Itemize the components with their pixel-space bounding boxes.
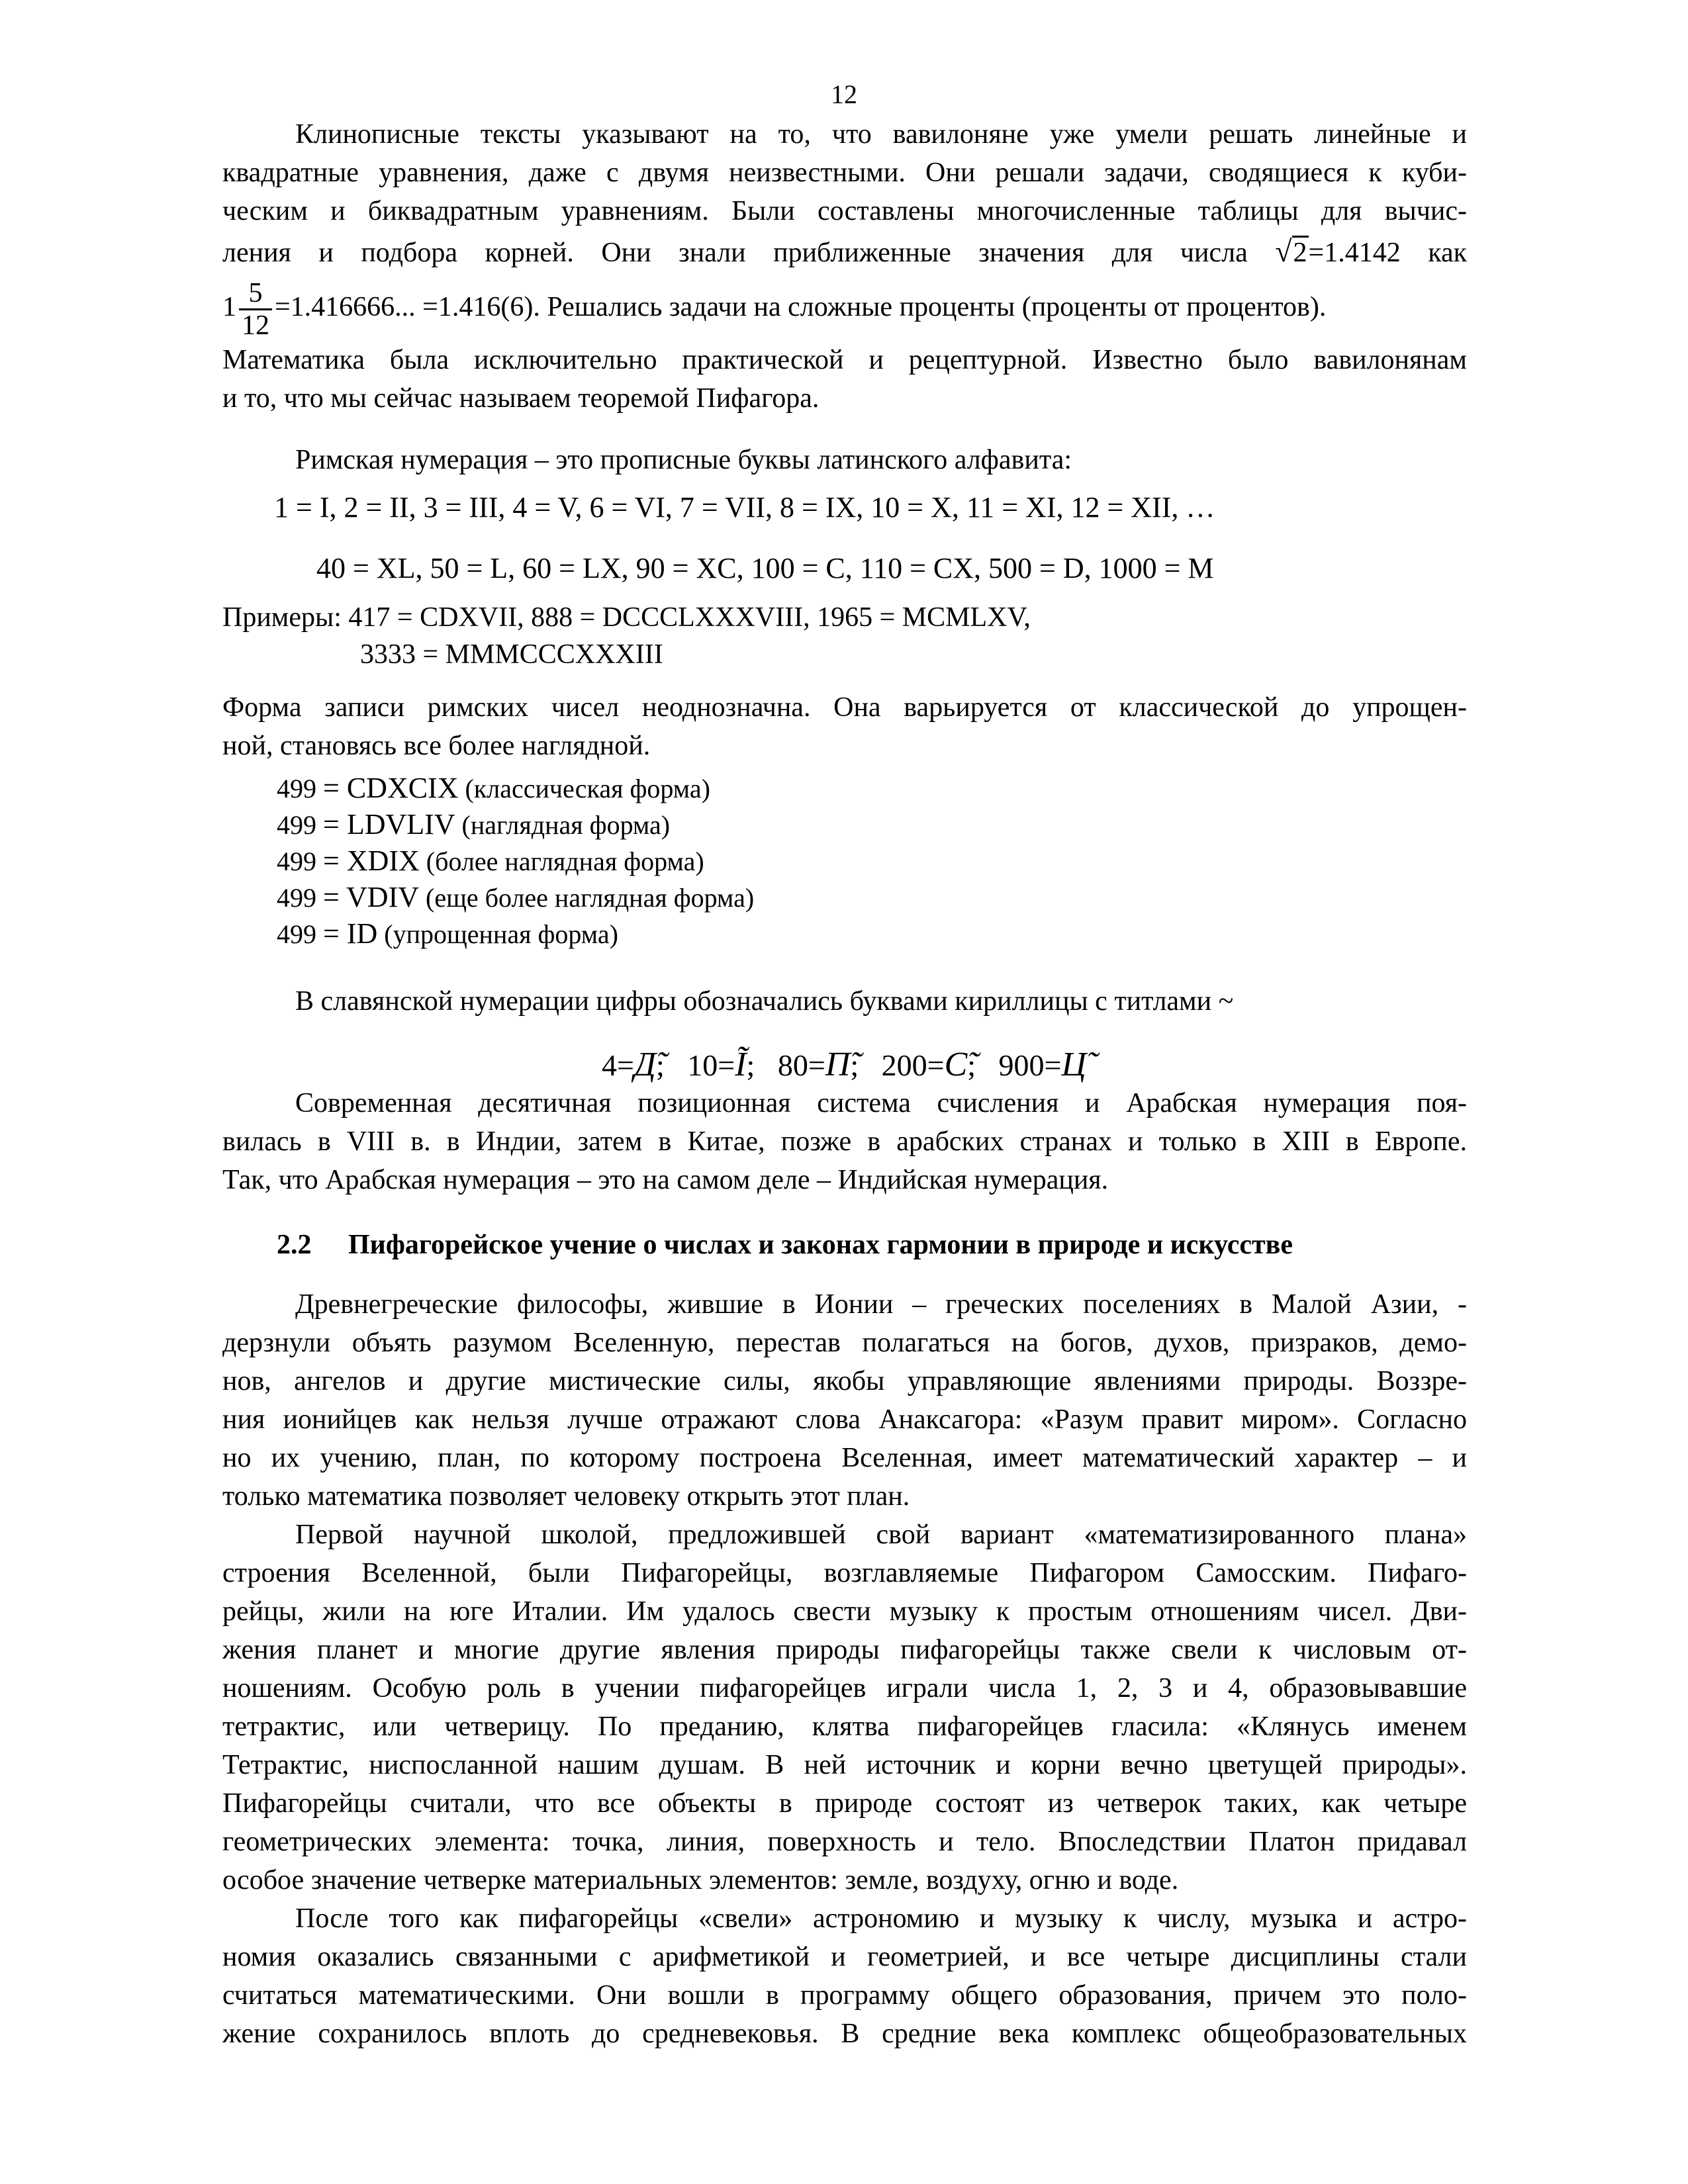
text-line: После того как пифагорейцы «свели» астрономию и музыку к числу, музыка и астро- <box>295 1903 1467 1934</box>
paragraph-roman-forms <box>222 688 1467 765</box>
text-line: Математика была исключительно практической и рецептурной. Известно было вавилонянам <box>222 345 1467 375</box>
sqrt-formula <box>1275 234 1401 268</box>
section-number: 2.2 <box>277 1230 312 1260</box>
form-description: (еще более наглядная форма) <box>419 883 755 913</box>
paragraph-pythagoreans <box>222 1516 1467 1899</box>
fraction-numerator: 5 <box>239 278 272 310</box>
text-line: Клинописные тексты указывают на то, что вавилоняне уже умели решать линейные и <box>295 119 1467 150</box>
text-line-sqrt <box>222 230 1467 274</box>
slavic-glyph: Ĩ <box>735 1046 747 1083</box>
roman-examples-1: Примеры: 417 = CDXVII, 888 = DCCCLXXXVIII, 1965 = MCMLXV, <box>222 602 1031 633</box>
paragraph-quadrivium <box>222 1899 1467 2053</box>
section-heading <box>277 1226 1293 1264</box>
roman-examples-2: 3333 = MMMCCCXXXIII <box>360 639 663 670</box>
text-line: только математика позволяет человеку открыть этот план. <box>222 1481 910 1512</box>
text-fragment: . Решались задачи на сложные проценты (проценты от процентов). <box>533 292 1327 323</box>
list-item <box>277 807 754 843</box>
text-line: ной, становясь все более наглядной. <box>222 731 651 761</box>
slavic-number: 80 <box>777 1048 808 1082</box>
text-line: жение сохранилось вплоть до средневековья. В средние века комплекс общеобразовательных <box>222 2019 1467 2049</box>
paragraph-arabic <box>222 1084 1467 1199</box>
text-line: квадратные уравнения, даже с двумя неизвестными. Они решали задачи, сводящиеся к куби- <box>222 158 1467 188</box>
form-equation: = LDVLIV <box>323 808 455 841</box>
text-line: Тетрактис, ниспосланной нашим душам. В ней источник и корни вечно цветущей природы». <box>222 1750 1467 1780</box>
roman-row-1: 1 = I, 2 = II, 3 = III, 4 = V, 6 = VI, 7 = VII, 8 = IX, 10 = X, 11 = XI, 12 = XII, … <box>274 491 1215 523</box>
slavic-numerals-row: 4=Д̃; 10=Ĩ; 80=П̃; 200=С̃; 900=Ц̃ <box>601 1046 1087 1083</box>
text-line: тетрактис, или четверицу. По преданию, клятва пифагорейцев гласила: «Клянусь именем <box>222 1711 1467 1742</box>
fraction-value: =1.416666... =1.416(6) <box>275 292 534 323</box>
text-line-fraction <box>222 278 1467 341</box>
text-line: дерзнули объять разумом Вселенную, перестав полагаться на богов, духов, призраков, демо- <box>222 1328 1467 1358</box>
text-line: жения планет и многие другие явления природы пифагорейцы также свели к числовым от- <box>222 1635 1467 1665</box>
text-line: Пифагорейцы считали, что все объекты в природе состоят из четверок таких, как четыре <box>222 1788 1467 1819</box>
form-description: (классическая форма) <box>458 774 710 803</box>
form-equation: = VDIV <box>323 881 419 913</box>
text-line: но их учению, план, по которому построена Вселенная, имеет математический характер – и <box>222 1443 1467 1473</box>
text-line: Современная десятичная позиционная система счисления и Арабская нумерация поя- <box>295 1088 1467 1118</box>
frac-whole: 1 <box>222 292 236 323</box>
text-line: считаться математическими. Они вошли в программу общего образования, причем это поло- <box>222 1980 1467 2011</box>
slavic-number: 10 <box>687 1048 718 1082</box>
form-number: 499 <box>277 883 316 913</box>
list-item <box>277 843 754 880</box>
form-equation: = CDXCIX <box>323 772 459 804</box>
text-fragment: ления и подбора корней. Они знали приближенные значения для числа <box>222 238 1248 268</box>
text-line: особое значение четверке материальных элементов: земле, воздуху, огню и воде. <box>222 1865 1179 1895</box>
slavic-glyph: С̃ <box>944 1046 968 1083</box>
section-title: Пифагорейское учение о числах и законах гармонии в природе и искусстве <box>348 1230 1293 1260</box>
text-line: Форма записи римских чисел неоднозначна. Она варьируется от классической до упрощен- <box>222 692 1467 723</box>
text-line: Первой научной школой, предложившей свой вариант «математизированного плана» <box>295 1520 1467 1550</box>
roman-row-2: 40 = XL, 50 = L, 60 = LX, 90 = XC, 100 = C, 110 = CX, 500 = D, 1000 = M <box>316 552 1214 584</box>
slavic-glyph: Ц̃ <box>1061 1046 1087 1083</box>
text-line: Древнегреческие философы, жившие в Ионии – греческих поселениях в Малой Азии, - <box>295 1289 1467 1320</box>
text-line: ния ионийцев как нельзя лучше отражают слова Анаксагора: «Разум правит миром». Согласно <box>222 1404 1467 1435</box>
form-description: (более наглядная форма) <box>419 846 704 876</box>
fraction-denominator: 12 <box>242 310 269 341</box>
form-number: 499 <box>277 774 316 803</box>
paragraph-ionia <box>222 1285 1467 1516</box>
form-equation: = XDIX <box>323 844 420 877</box>
text-line: рейцы, жили на юге Италии. Им удалось свести музыку к простым отношениям чисел. Дви- <box>222 1596 1467 1627</box>
text-line: ношениям. Особую роль в учении пифагорейцев играли числа 1, 2, 3 и 4, образовывавшие <box>222 1673 1467 1704</box>
form-description: (наглядная форма) <box>455 810 671 840</box>
slavic-number: 900 <box>998 1048 1045 1082</box>
text-line: вилась в VIII в. в Индии, затем в Китае, позже в арабских странах и только в XIII в Европе. <box>222 1126 1467 1157</box>
list-item <box>277 916 754 952</box>
text-line: и то, что мы сейчас называем теоремой Пифагора. <box>222 383 820 414</box>
roman-intro: Римская нумерация – это прописные буквы латинского алфавита: <box>295 445 1072 475</box>
fraction <box>239 278 272 341</box>
form-equation: = ID <box>323 917 378 950</box>
sqrt-value: =1.4142 <box>1308 238 1401 268</box>
slavic-intro: В славянской нумерации цифры обозначались буквами кириллицы с титлами ~ <box>295 986 1234 1017</box>
slavic-glyph: П̃ <box>825 1046 851 1083</box>
slavic-glyph: Д̃ <box>633 1046 656 1083</box>
text-line: строения Вселенной, были Пифагорейцы, возглавляемые Пифагором Самосским. Пифаго- <box>222 1558 1467 1588</box>
form-number: 499 <box>277 919 316 949</box>
text-line: Так, что Арабская нумерация – это на самом деле – Индийская нумерация. <box>222 1165 1109 1195</box>
paragraph-babylon <box>222 115 1467 418</box>
form-number: 499 <box>277 846 316 876</box>
text-line: геометрических элемента: точка, линия, поверхность и тело. Впоследствии Платон придавал <box>222 1827 1467 1857</box>
slavic-number: 4 <box>601 1048 617 1082</box>
roman-forms-list <box>277 770 754 952</box>
form-description: (упрощенная форма) <box>377 919 618 949</box>
slavic-number: 200 <box>881 1048 927 1082</box>
text-fragment: как <box>1428 238 1468 268</box>
text-line: нов, ангелов и другие мистические силы, якобы управляющие явлениями природы. Воззре- <box>222 1366 1467 1396</box>
text-line: номия оказались связанными с арифметикой и геометрией, и все четыре дисциплины стали <box>222 1942 1467 1972</box>
list-item <box>277 770 754 807</box>
text-line: ческим и биквадратным уравнениям. Были составлены многочисленные таблицы для вычис- <box>222 196 1467 226</box>
page-number: 12 <box>831 79 857 109</box>
form-number: 499 <box>277 810 316 840</box>
radicand: 2 <box>1292 236 1309 268</box>
radical-sign: √ <box>1275 234 1292 268</box>
list-item <box>277 880 754 916</box>
